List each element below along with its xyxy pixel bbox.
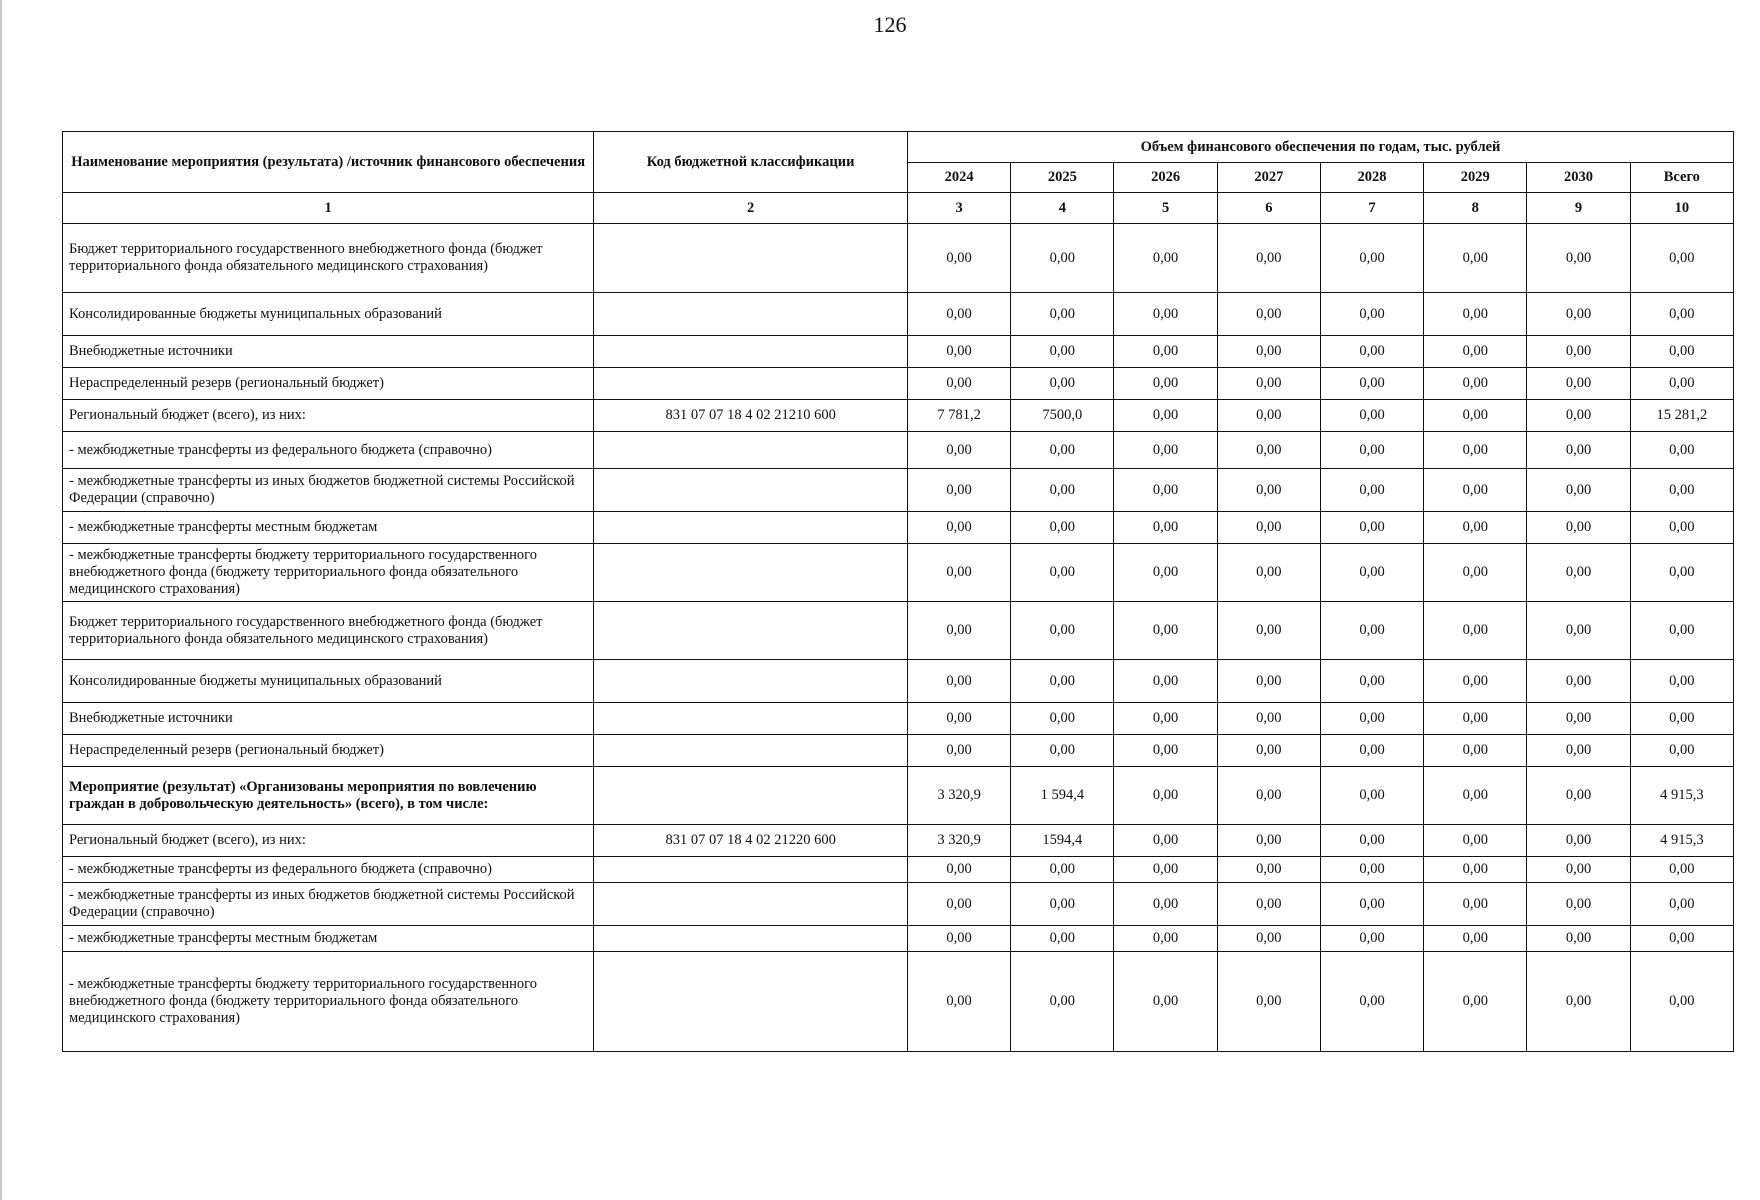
page-number: 126 (873, 12, 907, 37)
year-header: 2027 (1217, 163, 1320, 193)
total-value: 0,00 (1630, 857, 1733, 883)
total-value: 4 915,3 (1630, 767, 1733, 825)
row-name: - межбюджетные трансферты бюджету территориального государственного внебюджетного фонда (бюджету территориального фонда обязательного медицинского страхования) (63, 544, 594, 602)
year-header: 2024 (908, 163, 1011, 193)
year-header: 2030 (1527, 163, 1630, 193)
year-value: 0,00 (908, 293, 1011, 336)
total-value: 0,00 (1630, 469, 1733, 512)
year-value: 0,00 (1217, 512, 1320, 544)
total-value: 0,00 (1630, 336, 1733, 368)
column-number: 1 (63, 193, 594, 224)
year-value: 0,00 (1114, 767, 1217, 825)
table-body (63, 224, 1734, 1052)
year-value: 0,00 (1320, 336, 1423, 368)
total-value: 0,00 (1630, 224, 1733, 293)
budget-code (594, 703, 908, 735)
budget-code (594, 926, 908, 952)
year-value: 0,00 (1424, 336, 1527, 368)
year-value: 0,00 (1527, 735, 1630, 767)
year-value: 0,00 (1320, 926, 1423, 952)
year-value: 0,00 (1527, 926, 1630, 952)
year-value: 0,00 (1320, 293, 1423, 336)
year-value: 0,00 (1217, 825, 1320, 857)
year-value: 0,00 (1527, 224, 1630, 293)
year-value: 0,00 (1011, 293, 1114, 336)
year-value: 0,00 (1320, 703, 1423, 735)
table-row (63, 224, 1734, 293)
total-value: 0,00 (1630, 293, 1733, 336)
year-value: 0,00 (1424, 293, 1527, 336)
budget-code (594, 293, 908, 336)
year-value: 0,00 (1320, 512, 1423, 544)
year-value: 0,00 (1320, 400, 1423, 432)
row-name: Нераспределенный резерв (региональный бюджет) (63, 368, 594, 400)
year-value: 0,00 (908, 512, 1011, 544)
total-value: 0,00 (1630, 512, 1733, 544)
year-value: 0,00 (908, 368, 1011, 400)
year-value: 0,00 (1424, 544, 1527, 602)
year-header: 2028 (1320, 163, 1423, 193)
budget-code (594, 602, 908, 660)
total-value: 0,00 (1630, 368, 1733, 400)
column-number: 8 (1424, 193, 1527, 224)
column-number: 9 (1527, 193, 1630, 224)
year-value: 0,00 (1320, 368, 1423, 400)
year-value: 0,00 (1217, 703, 1320, 735)
year-value: 0,00 (1011, 883, 1114, 926)
row-name: Региональный бюджет (всего), из них: (63, 825, 594, 857)
year-value: 0,00 (1114, 293, 1217, 336)
year-value: 0,00 (1217, 767, 1320, 825)
year-value: 0,00 (908, 432, 1011, 469)
column-number: 5 (1114, 193, 1217, 224)
row-name: - межбюджетные трансферты из иных бюджетов бюджетной системы Российской Федерации (справочно) (63, 469, 594, 512)
budget-code (594, 512, 908, 544)
budget-code (594, 767, 908, 825)
year-value: 0,00 (1424, 469, 1527, 512)
year-header: 2029 (1424, 163, 1527, 193)
total-value: 0,00 (1630, 703, 1733, 735)
total-value: 0,00 (1630, 952, 1733, 1052)
year-value: 0,00 (1527, 544, 1630, 602)
column-number: 6 (1217, 193, 1320, 224)
table-row (63, 512, 1734, 544)
year-value: 0,00 (1114, 660, 1217, 703)
total-value: 0,00 (1630, 432, 1733, 469)
year-value: 0,00 (908, 703, 1011, 735)
year-value: 0,00 (1114, 602, 1217, 660)
header-volume: Объем финансового обеспечения по годам, тыс. рублей (908, 132, 1734, 163)
year-value: 0,00 (1424, 660, 1527, 703)
year-value: 0,00 (908, 660, 1011, 703)
column-number: 3 (908, 193, 1011, 224)
budget-code (594, 735, 908, 767)
year-value: 0,00 (1527, 660, 1630, 703)
year-value: 0,00 (1527, 857, 1630, 883)
year-value: 3 320,9 (908, 767, 1011, 825)
row-name: Мероприятие (результат) «Организованы мероприятия по вовлечению граждан в добровольческую деятельность» (всего), в том числе: (63, 767, 594, 825)
year-value: 0,00 (1217, 926, 1320, 952)
budget-code (594, 224, 908, 293)
year-value: 0,00 (1320, 660, 1423, 703)
header-name: Наименование мероприятия (результата) /источник финансового обеспечения (63, 132, 594, 193)
row-name: - межбюджетные трансферты бюджету территориального государственного внебюджетного фонда (бюджету территориального фонда обязательного медицинского страхования) (63, 952, 594, 1052)
year-value: 0,00 (908, 602, 1011, 660)
year-value: 0,00 (1527, 400, 1630, 432)
year-value: 0,00 (1011, 952, 1114, 1052)
year-value: 0,00 (1320, 825, 1423, 857)
year-value: 0,00 (1114, 400, 1217, 432)
year-value: 0,00 (1114, 432, 1217, 469)
row-name: - межбюджетные трансферты местным бюджетам (63, 926, 594, 952)
year-value: 0,00 (908, 952, 1011, 1052)
year-value: 7500,0 (1011, 400, 1114, 432)
row-name: Внебюджетные источники (63, 336, 594, 368)
year-value: 0,00 (1217, 432, 1320, 469)
table-row (63, 825, 1734, 857)
year-value: 0,00 (908, 336, 1011, 368)
budget-code (594, 857, 908, 883)
year-value: 0,00 (1114, 825, 1217, 857)
row-name: Нераспределенный резерв (региональный бюджет) (63, 735, 594, 767)
budget-code (594, 469, 908, 512)
budget-code (594, 544, 908, 602)
year-value: 0,00 (1011, 336, 1114, 368)
year-value: 0,00 (1527, 469, 1630, 512)
year-value: 3 320,9 (908, 825, 1011, 857)
year-value: 0,00 (1217, 293, 1320, 336)
year-value: 0,00 (1011, 857, 1114, 883)
year-value: 0,00 (1320, 432, 1423, 469)
year-value: 0,00 (1424, 767, 1527, 825)
year-value: 0,00 (1011, 660, 1114, 703)
year-value: 0,00 (1114, 469, 1217, 512)
table-row (63, 336, 1734, 368)
total-value: 15 281,2 (1630, 400, 1733, 432)
table-row (63, 602, 1734, 660)
total-value: 0,00 (1630, 602, 1733, 660)
year-value: 0,00 (1527, 293, 1630, 336)
year-value: 0,00 (908, 544, 1011, 602)
budget-code (594, 660, 908, 703)
year-value: 0,00 (1217, 336, 1320, 368)
table-row (63, 368, 1734, 400)
total-value: 0,00 (1630, 926, 1733, 952)
year-value: 0,00 (1217, 602, 1320, 660)
total-value: 0,00 (1630, 544, 1733, 602)
table-row (63, 703, 1734, 735)
year-value: 0,00 (1527, 952, 1630, 1052)
year-value: 0,00 (1320, 735, 1423, 767)
year-value: 0,00 (1114, 544, 1217, 602)
year-value: 0,00 (908, 883, 1011, 926)
table-row (63, 952, 1734, 1052)
year-value: 0,00 (908, 857, 1011, 883)
year-value: 0,00 (1217, 544, 1320, 602)
year-header: 2026 (1114, 163, 1217, 193)
year-value: 0,00 (908, 926, 1011, 952)
year-value: 0,00 (1424, 926, 1527, 952)
year-value: 0,00 (1011, 432, 1114, 469)
year-value: 0,00 (1114, 336, 1217, 368)
budget-code (594, 432, 908, 469)
year-value: 0,00 (1114, 926, 1217, 952)
year-value: 0,00 (1320, 857, 1423, 883)
year-value: 0,00 (1114, 368, 1217, 400)
row-name: - межбюджетные трансферты из иных бюджетов бюджетной системы Российской Федерации (справочно) (63, 883, 594, 926)
year-value: 7 781,2 (908, 400, 1011, 432)
year-value: 0,00 (1527, 703, 1630, 735)
table-row (63, 432, 1734, 469)
year-value: 0,00 (908, 224, 1011, 293)
financing-table (62, 131, 1734, 1052)
column-number: 2 (594, 193, 908, 224)
year-value: 0,00 (1011, 544, 1114, 602)
year-value: 0,00 (1527, 368, 1630, 400)
year-value: 0,00 (1424, 857, 1527, 883)
row-name: - межбюджетные трансферты из федерального бюджета (справочно) (63, 432, 594, 469)
year-value: 0,00 (1424, 602, 1527, 660)
total-value: 0,00 (1630, 660, 1733, 703)
table-row (63, 857, 1734, 883)
budget-code: 831 07 07 18 4 02 21220 600 (594, 825, 908, 857)
year-value: 0,00 (1424, 368, 1527, 400)
year-value: 0,00 (1527, 883, 1630, 926)
column-number: 4 (1011, 193, 1114, 224)
year-value: 0,00 (1011, 368, 1114, 400)
year-value: 0,00 (1011, 224, 1114, 293)
year-value: 0,00 (1424, 825, 1527, 857)
year-value: 0,00 (1217, 224, 1320, 293)
year-value: 0,00 (1011, 512, 1114, 544)
year-value: 0,00 (908, 469, 1011, 512)
year-value: 0,00 (1320, 952, 1423, 1052)
year-value: 0,00 (1424, 952, 1527, 1052)
row-name: - межбюджетные трансферты из федерального бюджета (справочно) (63, 857, 594, 883)
year-value: 0,00 (1217, 952, 1320, 1052)
year-value: 0,00 (1424, 883, 1527, 926)
year-value: 0,00 (1011, 469, 1114, 512)
table-row (63, 735, 1734, 767)
row-name: Консолидированные бюджеты муниципальных образований (63, 293, 594, 336)
budget-code (594, 336, 908, 368)
row-name: Внебюджетные источники (63, 703, 594, 735)
year-value: 0,00 (1320, 224, 1423, 293)
table-row (63, 400, 1734, 432)
year-value: 0,00 (1114, 703, 1217, 735)
year-value: 0,00 (1011, 735, 1114, 767)
column-number: 7 (1320, 193, 1423, 224)
table-row (63, 469, 1734, 512)
budget-code: 831 07 07 18 4 02 21210 600 (594, 400, 908, 432)
year-value: 0,00 (1424, 703, 1527, 735)
total-value: 0,00 (1630, 735, 1733, 767)
year-value: 0,00 (1217, 883, 1320, 926)
year-value: 0,00 (1114, 512, 1217, 544)
total-header: Всего (1630, 163, 1733, 193)
header-code: Код бюджетной классификации (594, 132, 908, 193)
year-value: 0,00 (1217, 857, 1320, 883)
table-row (63, 883, 1734, 926)
year-value: 0,00 (1320, 469, 1423, 512)
year-value: 0,00 (1527, 767, 1630, 825)
year-value: 1 594,4 (1011, 767, 1114, 825)
year-value: 0,00 (1114, 883, 1217, 926)
year-value: 0,00 (1527, 432, 1630, 469)
year-header: 2025 (1011, 163, 1114, 193)
year-value: 0,00 (1011, 602, 1114, 660)
scan-edge (0, 0, 2, 1200)
row-name: Консолидированные бюджеты муниципальных образований (63, 660, 594, 703)
budget-code (594, 952, 908, 1052)
year-value: 0,00 (1320, 544, 1423, 602)
table-row (63, 767, 1734, 825)
year-value: 0,00 (1011, 926, 1114, 952)
column-number: 10 (1630, 193, 1733, 224)
year-value: 0,00 (1424, 432, 1527, 469)
year-value: 0,00 (1114, 952, 1217, 1052)
budget-code (594, 368, 908, 400)
year-value: 0,00 (1320, 883, 1423, 926)
year-value: 0,00 (908, 735, 1011, 767)
table-row (63, 293, 1734, 336)
year-value: 0,00 (1114, 735, 1217, 767)
year-value: 0,00 (1011, 703, 1114, 735)
year-value: 0,00 (1527, 512, 1630, 544)
year-value: 0,00 (1217, 368, 1320, 400)
table-row (63, 926, 1734, 952)
row-name: - межбюджетные трансферты местным бюджетам (63, 512, 594, 544)
row-name: Бюджет территориального государственного внебюджетного фонда (бюджет территориального фонда обязательного медицинского страхования) (63, 224, 594, 293)
year-value: 0,00 (1320, 767, 1423, 825)
year-value: 0,00 (1217, 660, 1320, 703)
year-value: 0,00 (1424, 400, 1527, 432)
total-value: 4 915,3 (1630, 825, 1733, 857)
year-value: 0,00 (1527, 825, 1630, 857)
year-value: 0,00 (1114, 857, 1217, 883)
year-value: 0,00 (1217, 469, 1320, 512)
year-value: 0,00 (1527, 602, 1630, 660)
year-value: 0,00 (1424, 735, 1527, 767)
year-value: 0,00 (1320, 602, 1423, 660)
year-value: 0,00 (1217, 400, 1320, 432)
year-value: 0,00 (1424, 512, 1527, 544)
table-row (63, 660, 1734, 703)
year-value: 0,00 (1217, 735, 1320, 767)
year-value: 0,00 (1114, 224, 1217, 293)
budget-code (594, 883, 908, 926)
total-value: 0,00 (1630, 883, 1733, 926)
year-value: 0,00 (1527, 336, 1630, 368)
year-value: 0,00 (1424, 224, 1527, 293)
row-name: Бюджет территориального государственного внебюджетного фонда (бюджет территориального фонда обязательного медицинского страхования) (63, 602, 594, 660)
year-value: 1594,4 (1011, 825, 1114, 857)
table-row (63, 544, 1734, 602)
row-name: Региональный бюджет (всего), из них: (63, 400, 594, 432)
